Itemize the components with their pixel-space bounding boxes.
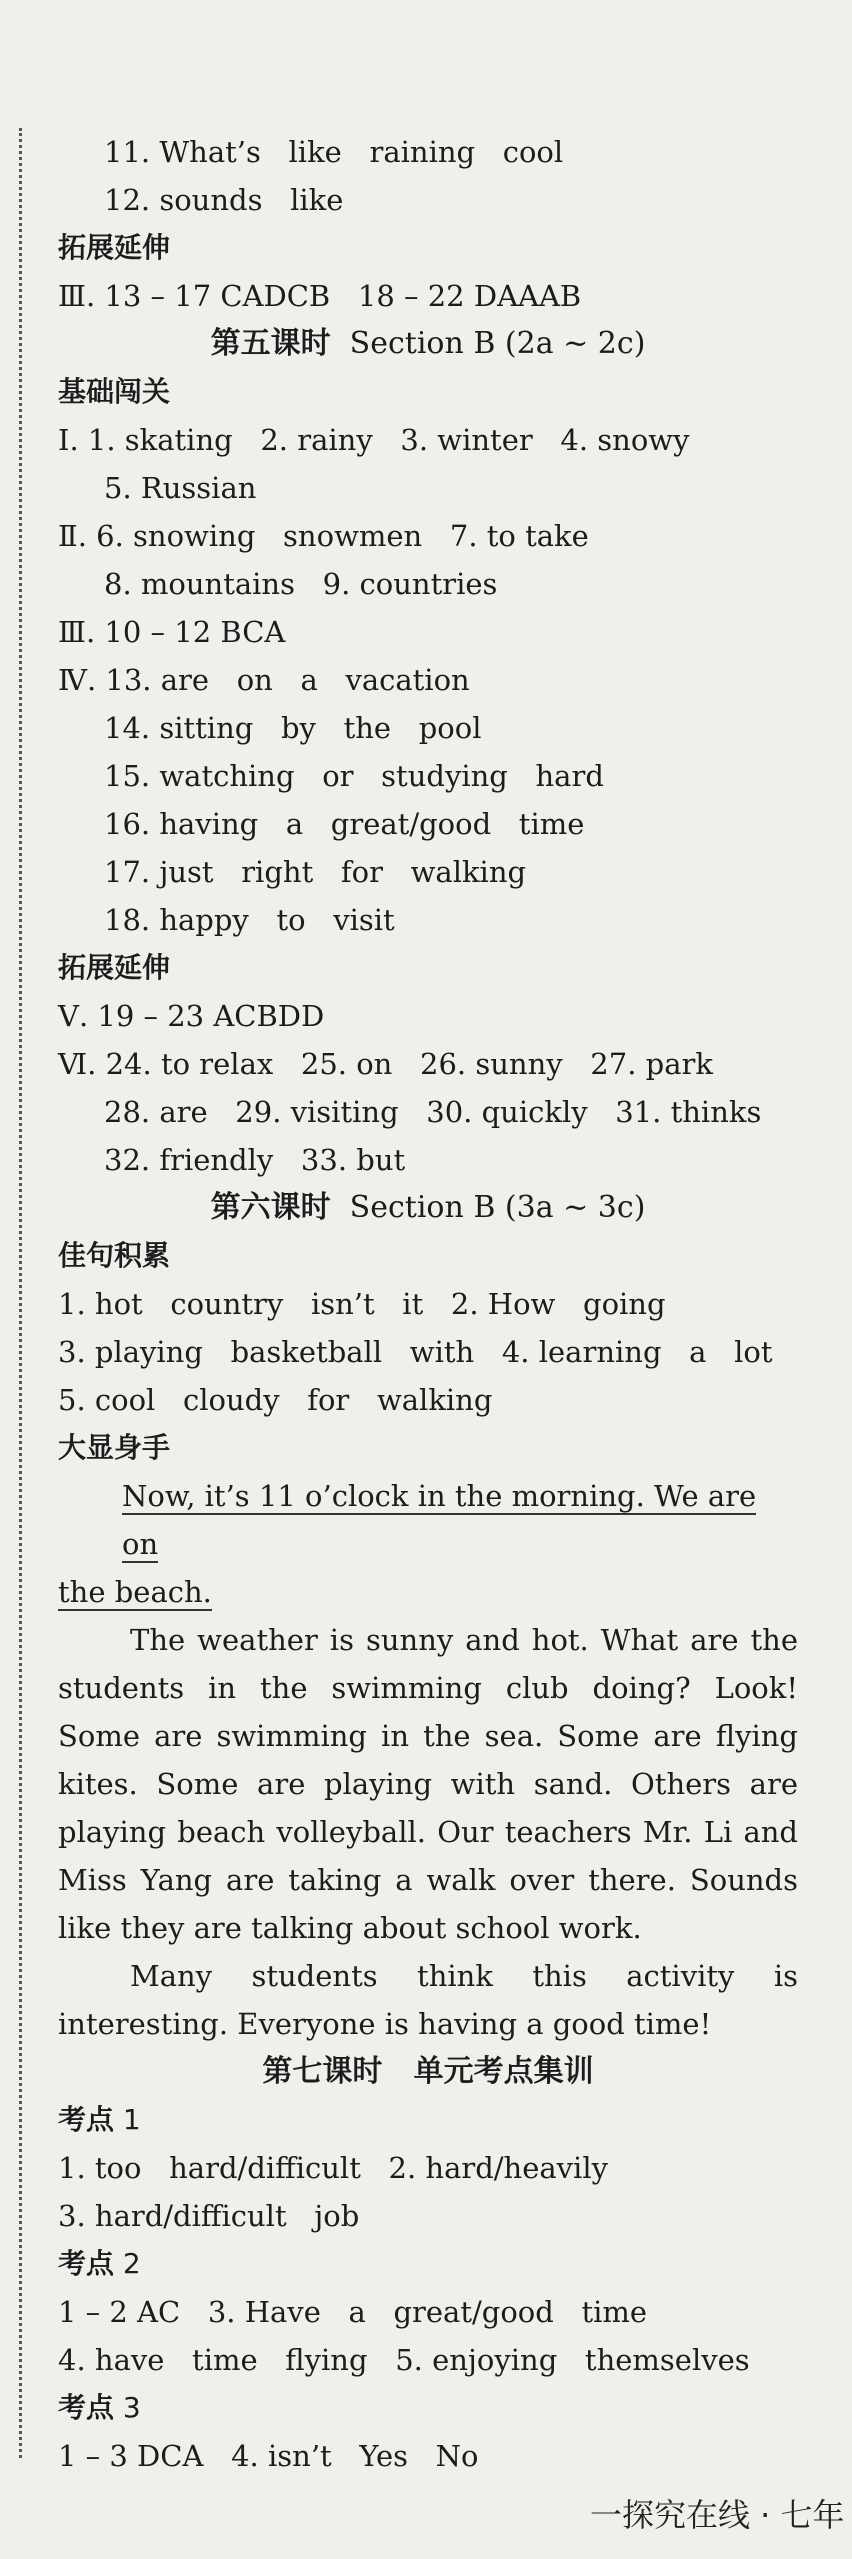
section-heading: 佳句积累 xyxy=(58,1239,171,1272)
section-heading: 大显身手 xyxy=(58,1431,171,1464)
essay-first-line-cont: the beach. xyxy=(58,1575,212,1609)
section-heading: 考点 1 xyxy=(58,2103,141,2136)
answer-line: 15. watching or studying hard xyxy=(104,759,604,793)
answer-line: 12. sounds like xyxy=(104,183,344,217)
answer-line: 3. hard/difficult job xyxy=(58,2199,360,2233)
answer-line: 1. too hard/difficult 2. hard/heavily xyxy=(58,2151,608,2185)
answer-line: 1. hot country isn’t it 2. How going xyxy=(58,1287,666,1321)
answer-line: Ⅲ. 13 – 17 CADCB 18 – 22 DAAAB xyxy=(58,279,582,313)
answer-line: 11. What’s like raining cool xyxy=(104,135,564,169)
answer-line: Ⅰ. 1. skating 2. rainy 3. winter 4. snowy xyxy=(58,423,690,457)
essay-paragraph: Many students think this activity is interesting. Everyone is having a good time! xyxy=(58,1959,798,2041)
binding-dotted-line xyxy=(19,128,22,2458)
essay-paragraph: The weather is sunny and hot. What are the students in the swimming club doing? Look! Some are swimming in the sea. Some are flying kites. Some are playing with sand. Others are playing beach volleyball. Our teachers Mr. Li and Miss Yang are taking a walk over there. Sounds like they are talking about school work. xyxy=(58,1623,798,1945)
lesson-title: 第五课时 Section B (2a ~ 2c) xyxy=(210,326,646,361)
answer-line: 17. just right for walking xyxy=(104,855,527,889)
answer-line: 16. having a great/good time xyxy=(104,807,585,841)
answer-line: Ⅳ. 13. are on a vacation xyxy=(58,663,470,697)
answer-line: Ⅲ. 10 – 12 BCA xyxy=(58,615,286,649)
answer-line: 8. mountains 9. countries xyxy=(104,567,498,601)
section-heading: 考点 3 xyxy=(58,2391,141,2424)
answer-line: 5. Russian xyxy=(104,471,257,505)
answer-line: 1 – 3 DCA 4. isn’t Yes No xyxy=(58,2439,479,2473)
lesson-title: 第六课时 Section B (3a ~ 3c) xyxy=(210,1190,646,1225)
answer-list xyxy=(58,992,798,1184)
section-heading: 拓展延伸 xyxy=(58,951,171,984)
answer-line: Ⅴ. 19 – 23 ACBDD xyxy=(58,999,325,1033)
answer-line: 28. are 29. visiting 30. quickly 31. thinks xyxy=(104,1095,762,1129)
answer-line: 5. cool cloudy for walking xyxy=(58,1383,493,1417)
answer-line: 32. friendly 33. but xyxy=(104,1143,406,1177)
section-heading: 拓展延伸 xyxy=(58,231,171,264)
answer-line: Ⅵ. 24. to relax 25. on 26. sunny 27. park xyxy=(58,1047,713,1081)
page-footer: 一探究在线 · 七年 xyxy=(590,2496,845,2534)
answer-line: 4. have time flying 5. enjoying themselves xyxy=(58,2343,750,2377)
section-heading: 考点 2 xyxy=(58,2247,141,2280)
answer-page xyxy=(58,128,798,2480)
essay-first-line: Now, it’s 11 o’clock in the morning. We are on xyxy=(122,1479,757,1561)
answer-list xyxy=(58,416,798,944)
lesson-title: 第七课时 单元考点集训 xyxy=(262,2054,594,2089)
answer-line: 18. happy to visit xyxy=(104,903,395,937)
answer-line: Ⅱ. 6. snowing snowmen 7. to take xyxy=(58,519,589,553)
answer-line: 14. sitting by the pool xyxy=(104,711,482,745)
answer-line: 3. playing basketball with 4. learning a lot xyxy=(58,1335,773,1369)
answer-line: 1 – 2 AC 3. Have a great/good time xyxy=(58,2295,648,2329)
section-heading: 基础闯关 xyxy=(58,375,171,408)
